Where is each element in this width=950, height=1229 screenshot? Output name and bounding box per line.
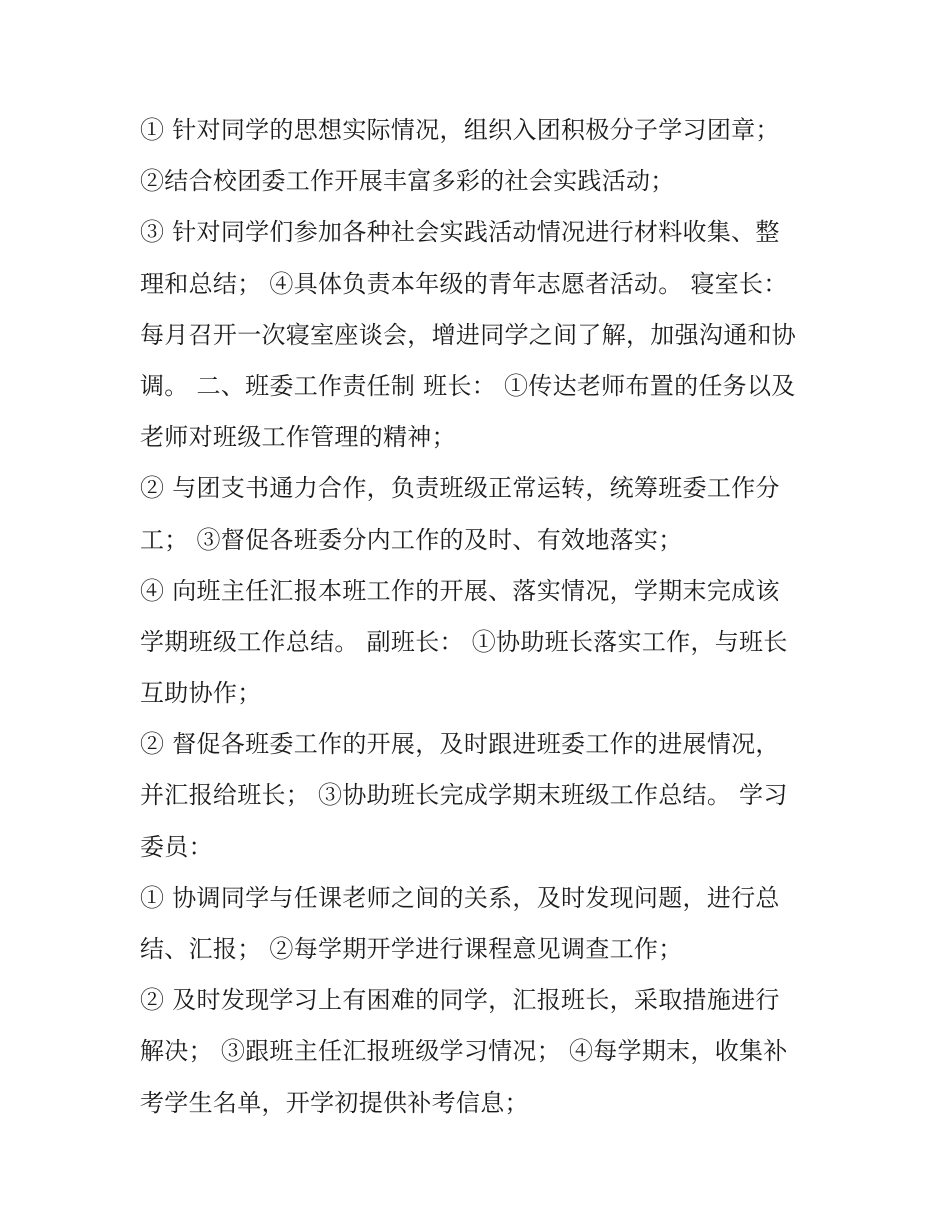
text-line: 工； ③督促各班委分内工作的及时、有效地落实； <box>140 525 683 554</box>
text-line: ② 督促各班委工作的开展，及时跟进班委工作的进展情况， <box>140 730 780 759</box>
text-line: ② 与团支书通力合作，负责班级正常运转，统筹班委工作分 <box>140 474 780 503</box>
text-line: 委员： <box>140 832 213 861</box>
text-line: 每月召开一次寝室座谈会，增进同学之间了解，加强沟通和协 <box>140 320 797 349</box>
text-line: ②结合校团委工作开展丰富多彩的社会实践活动； <box>140 167 675 196</box>
text-line: ② 及时发现学习上有困难的同学，汇报班长，采取措施进行 <box>140 986 780 1015</box>
text-line: 解决； ③跟班主任汇报班级学习情况； ④每学期末，收集补 <box>140 1037 788 1066</box>
text-line: 考学生名单，开学初提供补考信息； <box>140 1088 529 1117</box>
text-line: 并汇报给班长； ③协助班长完成学期末班级工作总结。 学习 <box>140 781 788 810</box>
text-line: ① 针对同学的思想实际情况，组织入团积极分子学习团章； <box>140 116 780 144</box>
text-line: 调。 二、班委工作责任制 班长： ①传达老师布置的任务以及 <box>140 371 796 400</box>
text-line: 学期班级工作总结。 副班长： ①协助班长落实工作，与班长 <box>140 627 788 656</box>
text-line: 互助协作； <box>140 679 262 708</box>
document-body-text <box>140 105 820 1129</box>
text-line: ④ 向班主任汇报本班工作的开展、落实情况，学期末完成该 <box>140 576 780 605</box>
text-line: ③ 针对同学们参加各种社会实践活动情况进行材料收集、整 <box>140 218 780 247</box>
text-line: ① 协调同学与任课老师之间的关系，及时发现问题，进行总 <box>140 883 780 912</box>
text-line: 理和总结； ④具体负责本年级的青年志愿者活动。 寝室长： <box>140 269 788 298</box>
text-line: 结、汇报； ②每学期开学进行课程意见调查工作； <box>140 935 683 963</box>
text-line: 老师对班级工作管理的精神； <box>140 423 456 452</box>
